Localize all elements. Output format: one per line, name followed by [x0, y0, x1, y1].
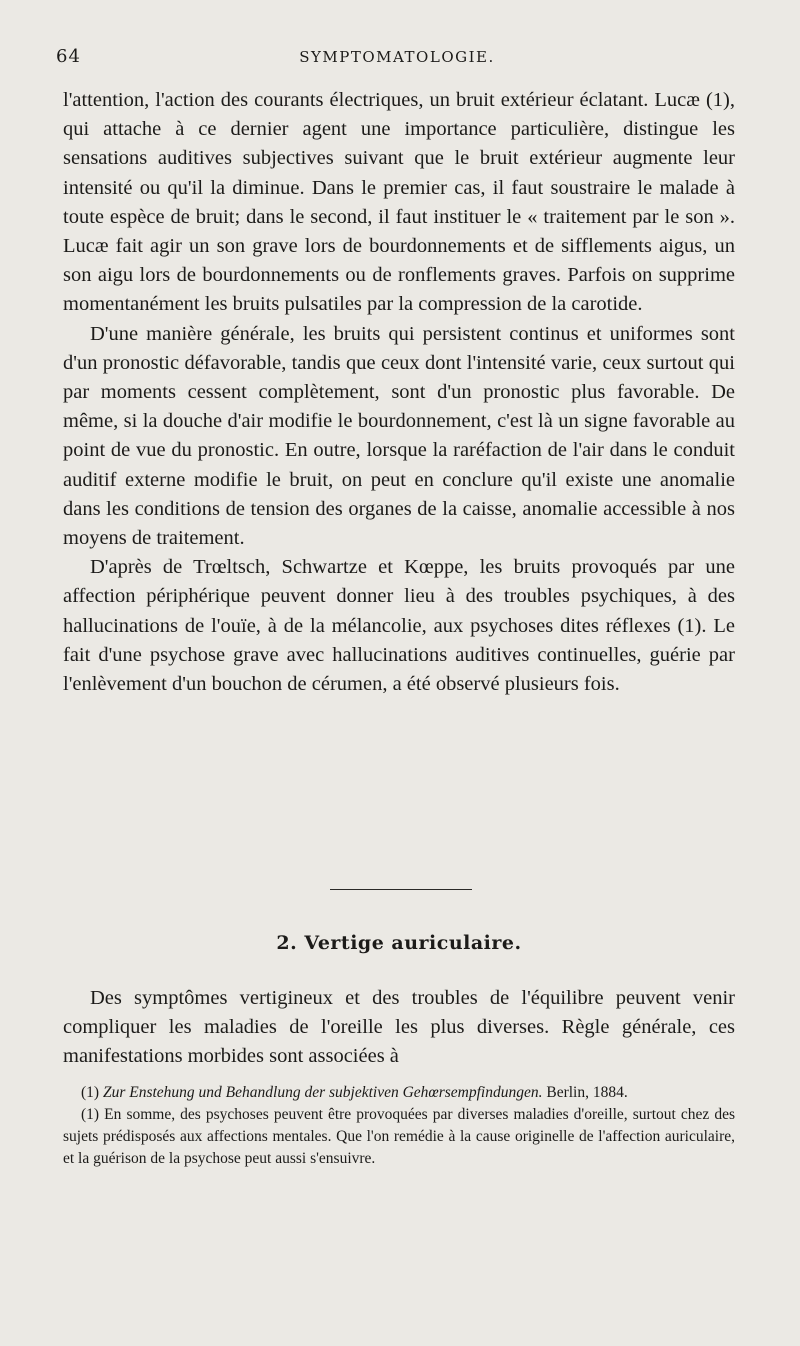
- section-heading: 2. Vertige auriculaire.: [276, 932, 522, 954]
- body-text: [63, 86, 735, 699]
- footnote-marker: (1): [81, 1084, 100, 1101]
- page-header: [56, 46, 738, 76]
- footnote: [63, 1104, 735, 1170]
- footnotes: [63, 1082, 735, 1170]
- running-title: SYMPTOMATOLOGIE.: [299, 48, 495, 66]
- footnote-marker: (1): [81, 1106, 100, 1123]
- footnote-text: En somme, des psychoses peuvent être provoquées par diverses maladies d'oreille, surtout chez des sujets prédisposés aux affections mentales. Que l'on remédie à la cause originelle de l'affection auriculaire, et la guérison de la psychose peut aussi s'ensuivre.: [63, 1106, 736, 1167]
- page-number: 64: [56, 46, 81, 67]
- paragraph: D'une manière générale, les bruits qui persistent continus et uniformes sont d'un pronostic défavorable, tandis que ceux dont l'intensité varie, ceux surtout qui par moments cessent complètement, sont d'un pronostic plus favorable. De même, si la douche d'air modifie le bourdonnement, c'est là un signe favorable au point de vue du pronostic. En outre, lorsque la raréfaction de l'air dans le conduit auditif externe modifie le bruit, on peut en conclure qu'il existe une anomalie dans les conditions de tension des organes de la caisse, anomalie accessible à nos moyens de traitement.: [63, 322, 735, 550]
- section-paragraph: Des symptômes vertigineux et des troubles de l'équilibre peuvent venir compliquer les maladies de l'oreille les plus diverses. Règle générale, ces manifestations morbides sont associées à: [63, 987, 735, 1068]
- paragraph: D'après de Trœltsch, Schwartze et Kœppe, les bruits provoqués par une affection périphérique peuvent donner lieu à des troubles psychiques, à des hallucinations de l'ouïe, à de la mélancolie, aux psychoses dites réflexes (1). Le fait d'une psychose grave avec hallucinations auditives continuelles, guérie par l'enlèvement d'un bouchon de cérumen, a été observé plusieurs fois.: [63, 556, 735, 696]
- paragraph: l'attention, l'action des courants électriques, un bruit extérieur éclatant. Lucæ (1), qui attache à ce dernier agent une importance particulière, distingue les sensations auditives subjectives suivant que le bruit extérieur augmente leur intensité ou qu'il la diminue. Dans le premier cas, il faut soustraire le malade à toute espèce de bruit; dans le second, il faut instituer le « traitement par le son ». Lucæ fait agir un son grave lors de bourdonnements et de sifflements aigus, un son aigu lors de bourdonnements ou de ronflements graves. Parfois on supprime momentanément les bruits pulsatiles par la compression de la carotide.: [63, 89, 735, 316]
- footnote: [63, 1082, 735, 1104]
- footnote-text: Berlin, 1884.: [546, 1084, 628, 1101]
- footnote-reference: Zur Enstehung und Behandlung der subjektiven Gehœrsempfindungen.: [102, 1084, 543, 1101]
- section-divider: [330, 889, 472, 890]
